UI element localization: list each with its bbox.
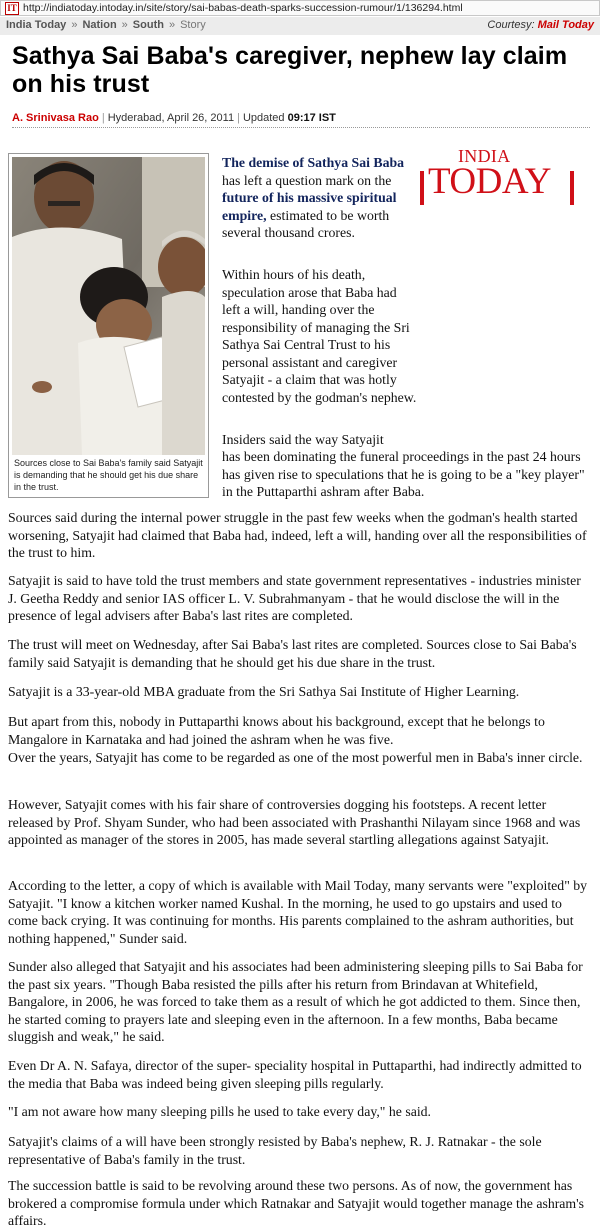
breadcrumb-nation[interactable]: Nation [82,19,117,31]
article-paragraph: "I am not aware how many sleeping pills he used to take every day," he said. [8,1104,432,1119]
breadcrumb-india-today[interactable]: India Today [6,19,67,31]
article-paragraph: Satyajit is said to have told the trust members and state government representatives - industries minister J. Geetha Reddy and senior IAS officer L. V. Subrahmanyam - that he would disclose the will in the presence of legal advisers after Baba's last rites are completed. [8,573,581,623]
byline: A. Srinivasa Rao | Hyderabad, April 26, 2011 | Updated 09:17 IST [12,112,336,124]
article-paragraph: The trust will meet on Wednesday, after Sai Baba's last rites are completed. Sources close to Sai Baba's family said Satyajit is demanding that he should get his due share in the trust. [8,637,577,670]
courtesy-label: Courtesy: [487,19,535,31]
updated-time: 09:17 IST [287,112,336,124]
article-paragraph: But apart from this, nobody in Puttaparthi knows about his background, except that he belongs to Mangalore in Karnataka and had joined the ashram when he was five. [8,714,545,747]
article-paragraph: Over the years, Satyajit has come to be regarded as one of the most powerful men in Baba's inner circle. [8,750,583,765]
url-bar[interactable] [0,0,600,16]
article-paragraph: However, Satyajit comes with his fair share of controversies dogging his footsteps. A recent letter released by Prof. Shyam Sunder, who had been associated with Prashanthi Nilayam since 1968 and was appointed as manager of the stores in 2005, has made several startling allegations against Satyajit. [8,797,581,847]
article-paragraph: Sources said during the internal power struggle in the past few weeks when the godman's health started worsening, Satyajit had claimed that Baba had, indeed, left a will, handing over all the responsibilities of the trust to him. [8,510,587,560]
article-paragraph: Insiders said the way Satyajit [222,432,384,447]
breadcrumb-story: Story [180,19,206,31]
breadcrumb-separator: » [71,19,78,31]
photo-caption: Sources close to Sai Baba's family said Satyajit is demanding that he should get his due share in the trust. [14,458,203,492]
breadcrumb [6,19,206,31]
article-paragraph: Sunder also alleged that Satyajit and his associates had been administering sleeping pills to Sai Baba for the past six years. "Though Baba resisted the pills after his return from Brindavan at Whitefield, Bangalore, in 2006, he was forced to take them as a result of which he got addicted to them. Since then, he started coming to prayers late and sleeping even in the afternoon. In a few months, Baba became sluggish and weak," he said. [8,959,583,1044]
lead-paragraph: The demise of Sathya Sai Baba has left a question mark on the future of his massive spiritual empire, estimated to be worth several thousand crores. [222,155,405,240]
byline-divider [12,127,590,128]
lead-highlight-1: The demise of Sathya Sai Baba [222,155,405,170]
logo-text-top: INDIA [458,146,511,166]
logo-text-bottom: TODAY [428,161,551,202]
article-paragraph: has been dominating the funeral proceedings in the past 24 hours has given rise to speculations that he is going to be a "key player" in the Puttaparthi ashram after Baba. [222,449,585,499]
india-today-logo [420,146,596,214]
article-paragraph: According to the letter, a copy of which is available with Mail Today, many servants were "exploited" by Satyajit. "I know a kitchen worker named Kushal. In the morning, he used to go upstairs and used to come back crying. It was continuing for months. His parents complained to the ashram authorities, but nothing happened," Sunder said. [8,878,588,946]
article-paragraph: Satyajit's claims of a will have been strongly resisted by Baba's nephew, R. J. Ratnakar - the sole representative of Baba's family in the trust. [8,1134,542,1167]
article-paragraph: Within hours of his death, speculation arose that Baba had left a will, handing over the responsibility of managing the Sri Sathya Sai Central Trust to his personal assistant and caregiver Satyajit - a claim that was hotly contested by the godman's nephew. [222,267,417,405]
updated-label: Updated [242,112,285,124]
author-name[interactable]: A. Srinivasa Rao [12,112,99,124]
breadcrumb-separator: » [168,19,176,31]
breadcrumb-south[interactable]: South [132,19,164,31]
breadcrumb-separator: » [121,19,128,31]
page-title: Sathya Sai Baba's caregiver, nephew lay claim on his trust [12,42,568,98]
article-paragraph: Satyajit is a 33-year-old MBA graduate from the Sri Sathya Sai Institute of Higher Learning. [8,684,520,699]
article-photo-box [8,153,209,498]
lead-highlight-2: future of his massive spiritual empire, [222,190,397,223]
article-photo [12,157,205,455]
article-paragraph: The succession battle is said to be revolving around these two persons. As of now, the government has brokered a compromise formula under which Ratnakar and Satyajit would together manage the ashram's affairs. [8,1178,585,1228]
breadcrumb-bar [0,17,600,35]
site-favicon-icon: IT [5,2,19,15]
article-paragraph: Even Dr A. N. Safaya, director of the super- speciality hospital in Puttaparthi, had indirectly admitted to the media that Baba was indeed being given sleeping pills regularly. [8,1058,582,1091]
courtesy-credit [487,19,594,31]
url-text[interactable]: http://indiatoday.intoday.in/site/story/sai-babas-death-sparks-succession-rumour/1/136294.html [23,2,463,14]
courtesy-source[interactable]: Mail Today [537,19,594,31]
byline-location-date: Hyderabad, April 26, 2011 [107,112,235,124]
